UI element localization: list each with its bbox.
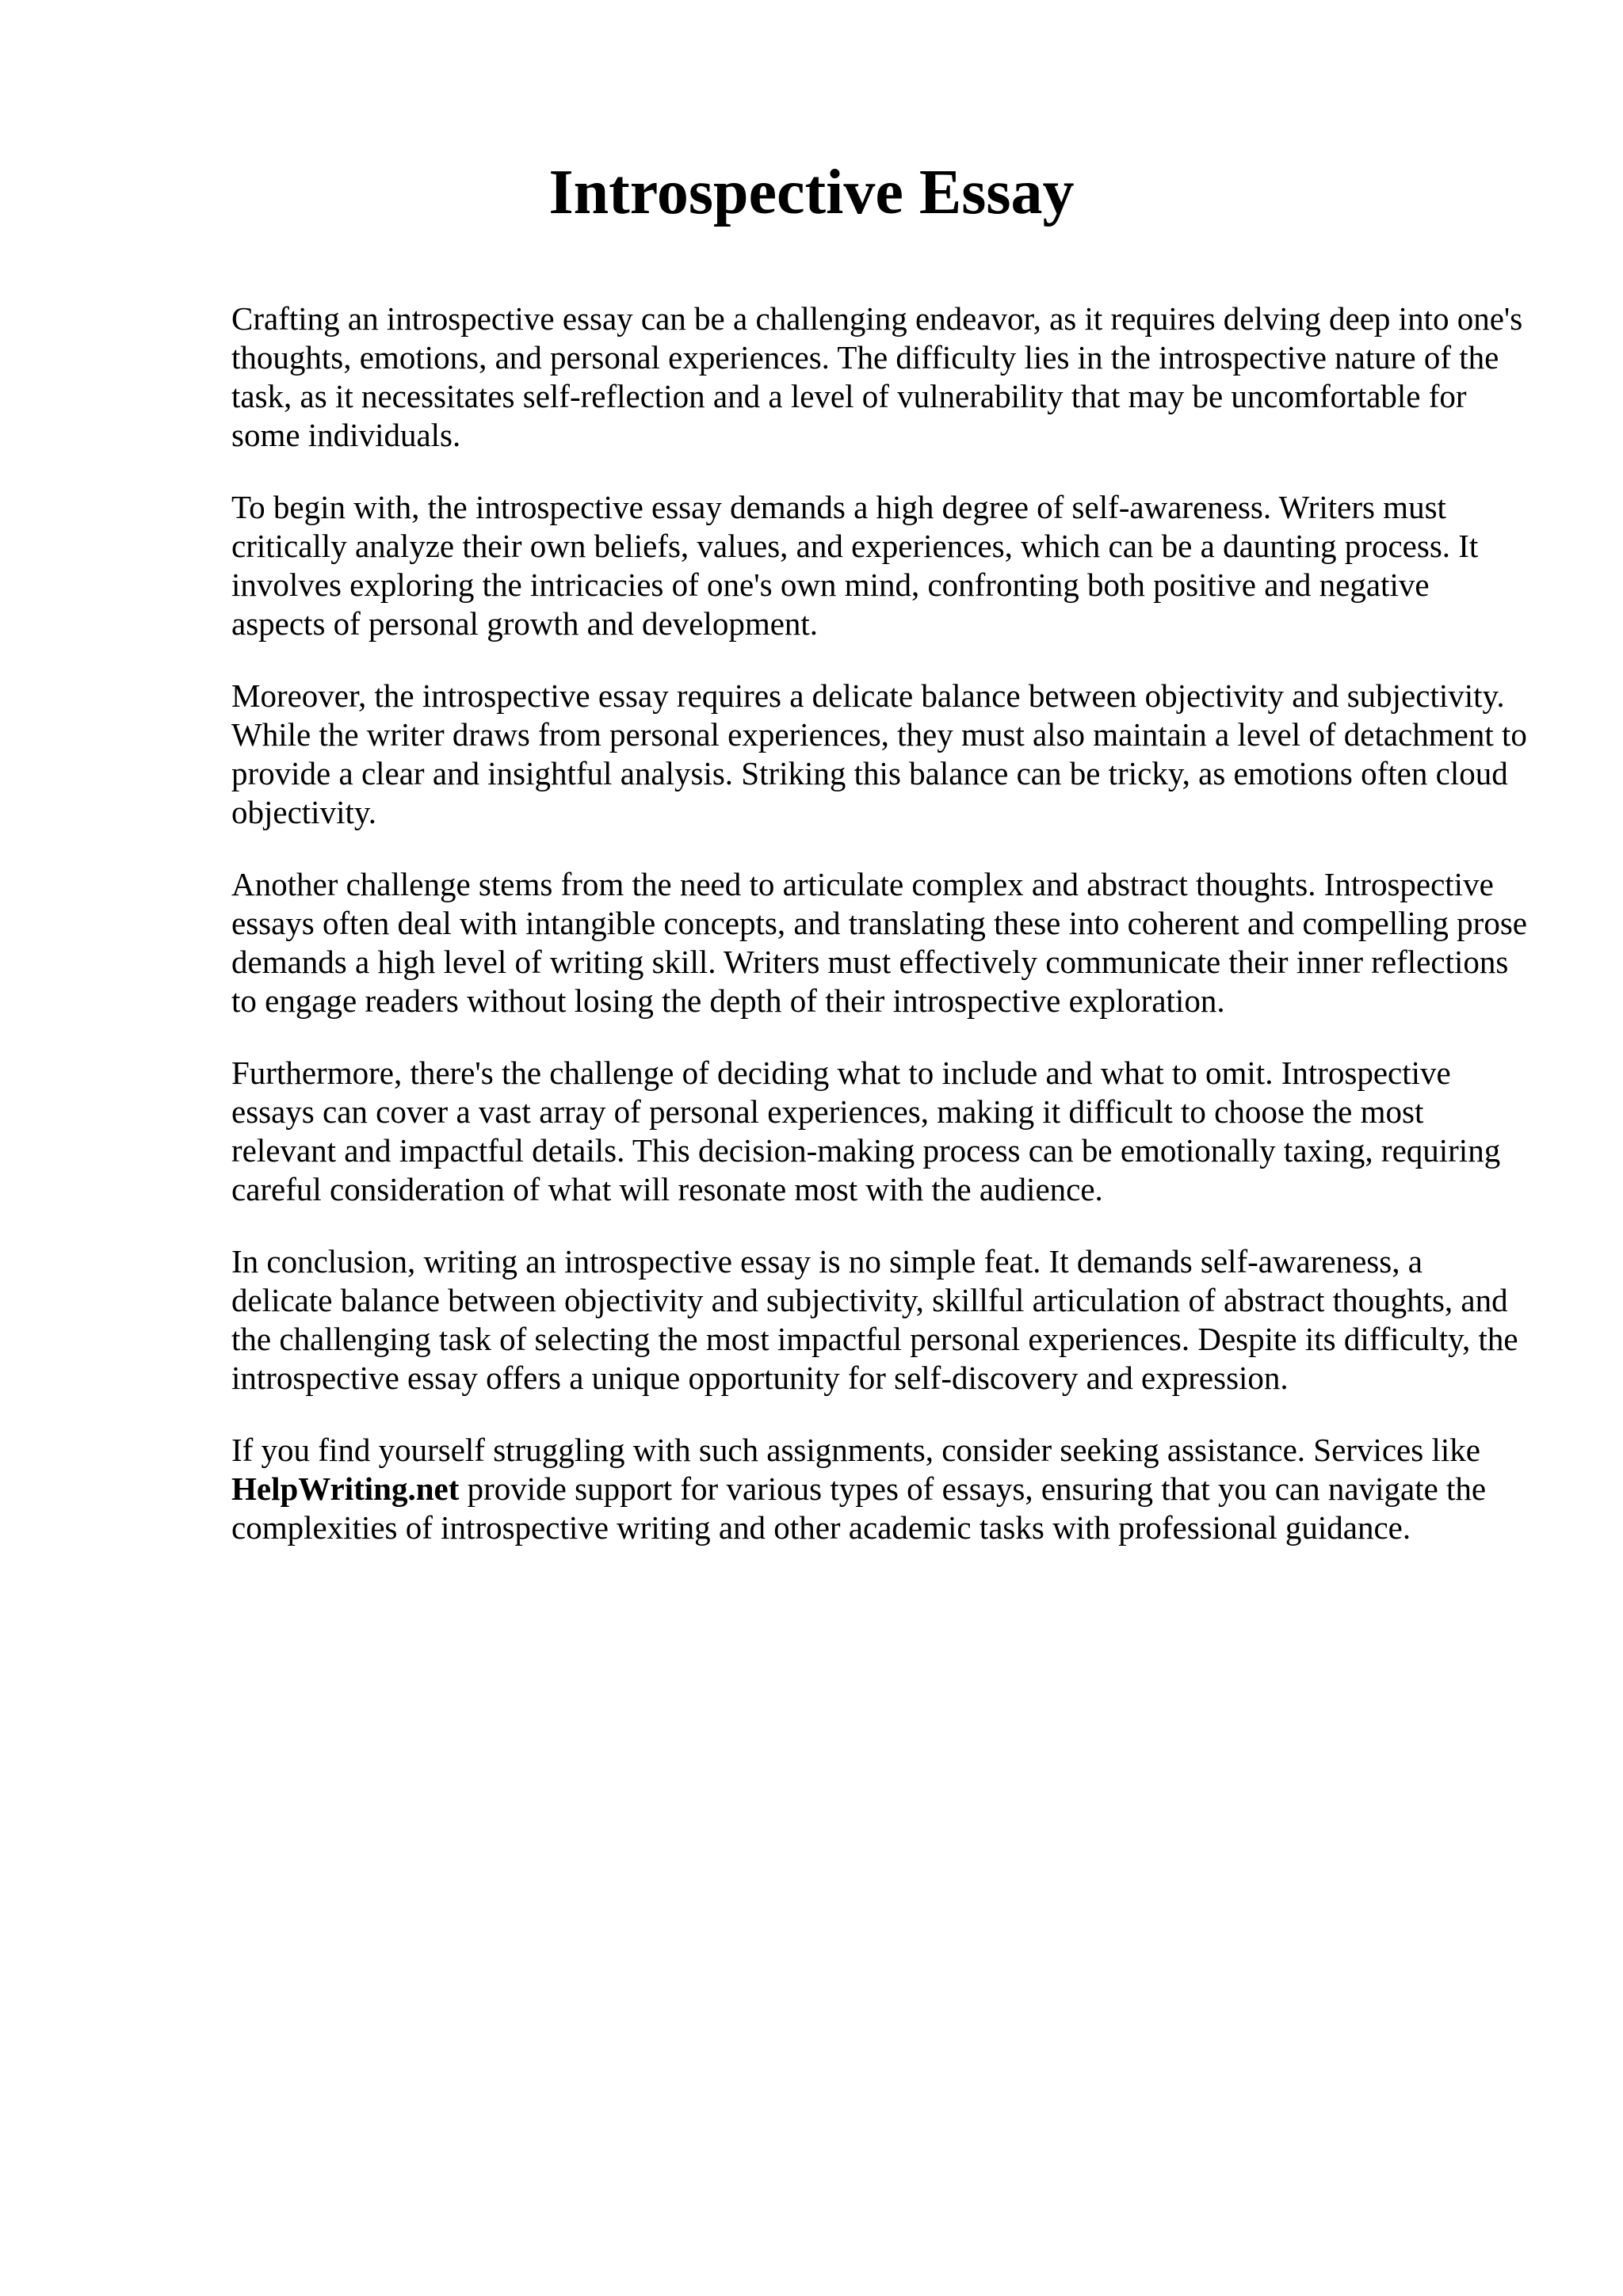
paragraph-2: To begin with, the introspective essay demands a high degree of self-awareness. Writers must critically analyze their own beliefs, values, and experiences, which can be a daunting process. It involves exploring the intricacies of one's own mind, confronting both positive and negative aspects of personal growth and development. [231, 489, 1479, 642]
closing-text-before: If you find yourself struggling with such assignments, consider seeking assistance. Services like [231, 1432, 1480, 1468]
paragraph-1: Crafting an introspective essay can be a challenging endeavor, as it requires delving deep into one's thoughts, emotions, and personal experiences. The difficulty lies in the introspective nature of the task, as it necessitates self-reflection and a level of vulnerability that may be uncomfortable for some individuals. [231, 300, 1523, 453]
paragraph-3: Moreover, the introspective essay requires a delicate balance between objectivity and subjectivity. While the writer draws from personal experiences, they must also maintain a level of detachment to provide a clear and insightful analysis. Striking this balance can be tricky, as emotions often cloud objectivity. [231, 677, 1527, 830]
paragraph-4: Another challenge stems from the need to articulate complex and abstract thoughts. Introspective essays often deal with intangible concepts, and translating these into coherent and compelling prose demands a high level of writing skill. Writers must effectively communicate their inner reflections to engage readers without losing the depth of their introspective exploration. [231, 866, 1527, 1019]
paragraph-5: Furthermore, there's the challenge of deciding what to include and what to omit. Introspective essays can cover a vast array of personal experiences, making it difficult to choose the most relevant and impactful details. This decision-making process can be emotionally taxing, requiring careful consideration of what will resonate most with the audience. [231, 1055, 1501, 1207]
document-title: Introspective Essay [548, 158, 1075, 227]
document-body [231, 299, 1531, 1581]
brand-name: HelpWriting.net [231, 1470, 460, 1507]
closing-text-after: provide support for various types of essays, ensuring that you can navigate the complexities of introspective writing and other academic tasks with professional guidance. [231, 1470, 1487, 1546]
closing-paragraph [231, 1431, 1531, 1547]
paragraph-6: In conclusion, writing an introspective essay is no simple feat. It demands self-awareness, a delicate balance between objectivity and subjectivity, skillful articulation of abstract thoughts, and the challenging task of selecting the most impactful personal experiences. Despite its difficulty, the introspective essay offers a unique opportunity for self-discovery and expression. [231, 1243, 1518, 1396]
